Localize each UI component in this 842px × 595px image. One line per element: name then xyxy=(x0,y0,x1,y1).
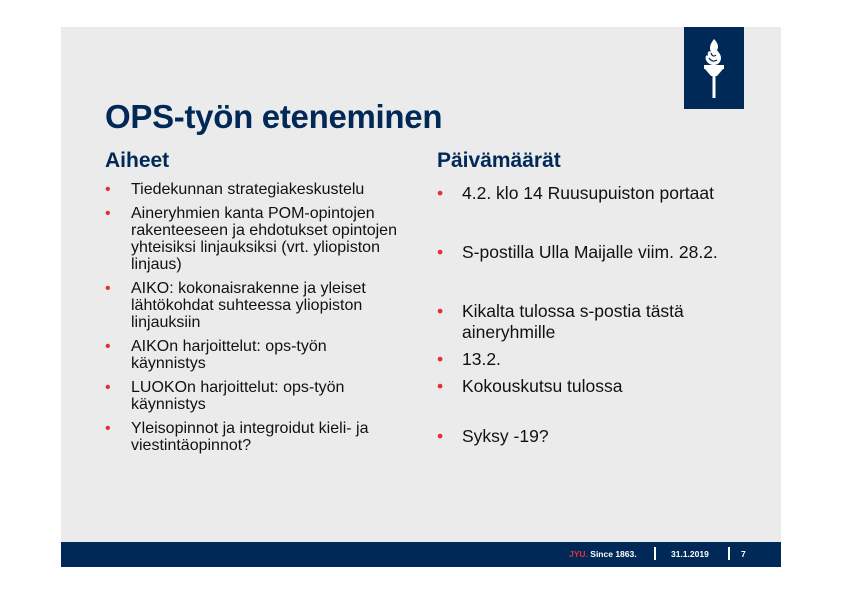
list-item: • 4.2. klo 14 Ruusupuiston portaat xyxy=(437,183,714,203)
dates-list xyxy=(437,183,737,447)
list-item: • AIKO: kokonaisrakenne ja yleiset lähtökohdat suhteessa yliopiston linjauksiin xyxy=(105,280,366,331)
torch-icon xyxy=(684,27,744,109)
jyu-logo xyxy=(684,27,744,109)
since-text: Since 1863. xyxy=(590,549,637,559)
list-item: • LUOKOn harjoittelut: ops-työn käynnistys xyxy=(105,379,345,413)
list-item: • Tiedekunnan strategiakeskustelu xyxy=(105,181,365,198)
footer-divider xyxy=(654,547,656,560)
footer-date: 31.1.2019 xyxy=(671,549,709,559)
bullet-icon: • xyxy=(105,280,111,297)
bullet-icon: • xyxy=(437,426,444,446)
slide-title: OPS-työn eteneminen xyxy=(105,98,443,135)
bullet-icon: • xyxy=(437,376,444,396)
footer-divider xyxy=(728,547,730,560)
bullet-icon: • xyxy=(105,379,111,396)
list-item: • Kikalta tulossa s-postia tästä aineryhmille xyxy=(437,301,684,342)
bullet-icon: • xyxy=(437,183,444,203)
page-number: 7 xyxy=(741,549,746,559)
bullet-icon: • xyxy=(105,338,111,355)
bullet-icon: • xyxy=(437,242,444,262)
list-item: • 13.2. xyxy=(437,349,501,369)
list-item: • Syksy -19? xyxy=(437,426,549,446)
right-column-heading: Päivämäärät xyxy=(437,149,561,172)
left-column-heading: Aiheet xyxy=(105,149,170,172)
bullet-icon: • xyxy=(105,205,111,222)
footer-bar xyxy=(61,542,781,567)
brand-mark: JYU. xyxy=(569,549,588,559)
list-item: • AIKOn harjoittelut: ops-työn käynnistys xyxy=(105,338,327,372)
list-item: • Kokouskutsu tulossa xyxy=(437,376,623,396)
footer-brand xyxy=(569,542,637,567)
bullet-icon: • xyxy=(105,181,111,198)
topics-list xyxy=(105,181,405,461)
bullet-icon: • xyxy=(437,349,444,369)
bullet-icon: • xyxy=(437,301,444,321)
bullet-icon: • xyxy=(105,420,111,437)
list-item: • Yleisopinnot ja integroidut kieli- ja viestintäopinnot? xyxy=(105,420,369,454)
list-item: • S-postilla Ulla Maijalle viim. 28.2. xyxy=(437,242,718,262)
list-item: • Aineryhmien kanta POM-opintojen rakenteeseen ja ehdotukset opintojen yhteisiksi linjauksiksi (vrt. yliopiston linjaus) xyxy=(105,205,397,273)
